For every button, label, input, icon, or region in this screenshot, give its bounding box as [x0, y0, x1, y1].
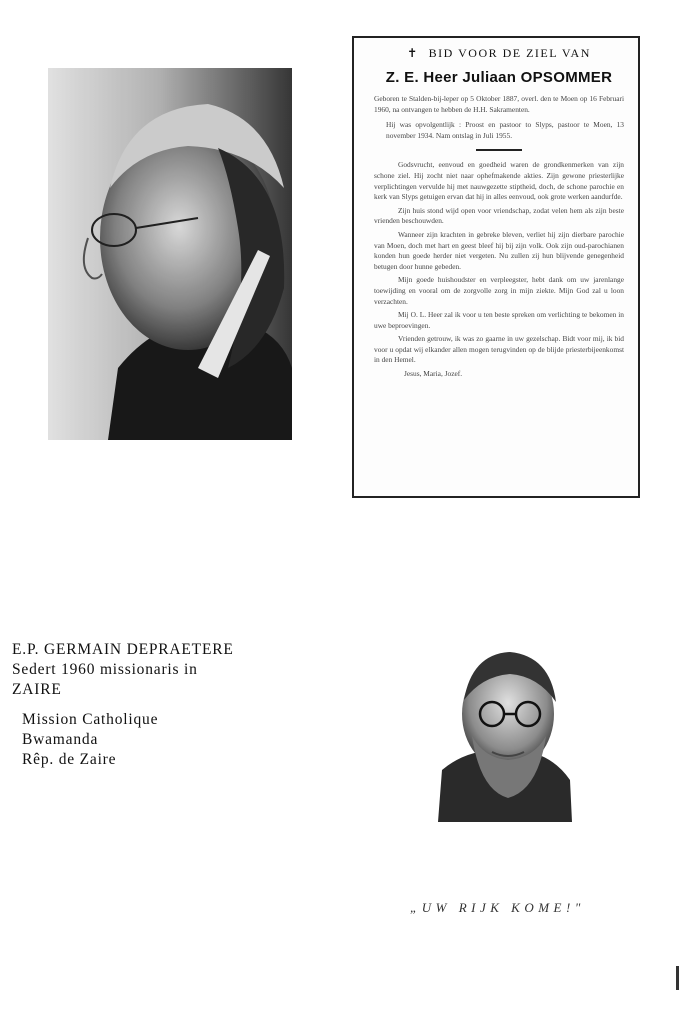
birth-death-text: Geboren te Stalden-bij-leper op 5 Oktober 1887, overl. den te Moen op 16 Februari 1960, na ontvangen te hebben de H.H. Sakramenten. — [374, 94, 624, 114]
motto-text: „UW RIJK KOME!" — [410, 900, 585, 915]
missionary-info — [12, 640, 234, 770]
card-paragraph: Godsvrucht, eenvoud en goedheid waren de grondkenmerken van zijn schone ziel. Hij zocht niet naar ophefmakende akties. Zijn gewone priesterlijke verplichtingen vervulde hij met nauwgezette stiptheid, doch, de schone parochie en kerk van Slyps getuigen ervan dat hij in alles eenvoud, ook grote werken aandurfde. — [374, 160, 624, 202]
missionary-title: E.P. GERMAIN DEPRAETERE — [12, 641, 234, 658]
portrait-illustration — [438, 640, 572, 822]
missionary-since: Sedert 1960 missionaris in — [12, 661, 198, 678]
portrait-illustration — [48, 68, 292, 440]
mourning-card — [352, 36, 640, 498]
divider — [476, 149, 522, 151]
card-paragraph: Vrienden getrouw, ik was zo gaarne in uw gezelschap. Bidt voor mij, ik bid voor u opdat wij elkander allen mogen terugvinden op de blijde priesterbijeenkomst in den Hemel. — [374, 334, 624, 365]
card-paragraph: Mijn goede huishoudster en verpleegster, hebt dank om uw jarenlange toewijding en vooral om de zorgvolle zorg in mijn ziekte. Mijn God zal u loon verzachten. — [374, 275, 624, 306]
deceased-name: Z. E. Heer Juliaan OPSOMMER — [385, 69, 613, 86]
card-paragraph: Wanneer zijn krachten in gebreke bleven, verliet hij zijn dierbare parochie van Moen, doch met hart en geest bleef hij bij zijn volk. Ook zijn oud-parochianen konden hun goede herder niet vergeten. Nu zullen zij hun blijvende genegenheid betugen door hunne gebeden. — [374, 229, 624, 271]
portrait-photo-elderly-priest — [48, 68, 292, 440]
mission-address — [22, 710, 234, 770]
card-paragraph: Mij O. L. Heer zal ik voor u ten beste spreken om verlichting te bekomen in uwe beproevingen. — [374, 310, 624, 330]
portrait-photo-missionary — [438, 640, 572, 822]
career-text: Hij was opvolgentlijk : Proost en pastoor to Slyps, pastoor te Moen, 13 november 1934. Nam ontslag in Juli 1955. — [386, 120, 624, 140]
missionary-country: ZAIRE — [12, 681, 62, 698]
card-header — [374, 46, 624, 61]
card-body — [374, 160, 624, 366]
card-header-text: BID VOOR DE ZIEL VAN — [428, 46, 591, 60]
address-line: Mission Catholique — [22, 711, 159, 728]
edge-mark — [676, 966, 679, 990]
card-paragraph: Zijn huis stond wijd open voor vriendschap, zodat velen hem als zijn beste vrienden beschouwden. — [374, 205, 624, 226]
address-line: Bwamanda — [22, 731, 99, 748]
card-signature: Jesus, Maria, Jozef. — [404, 369, 463, 379]
address-line: Rêp. de Zaire — [22, 751, 117, 768]
cross-icon: ✝ — [407, 46, 419, 60]
